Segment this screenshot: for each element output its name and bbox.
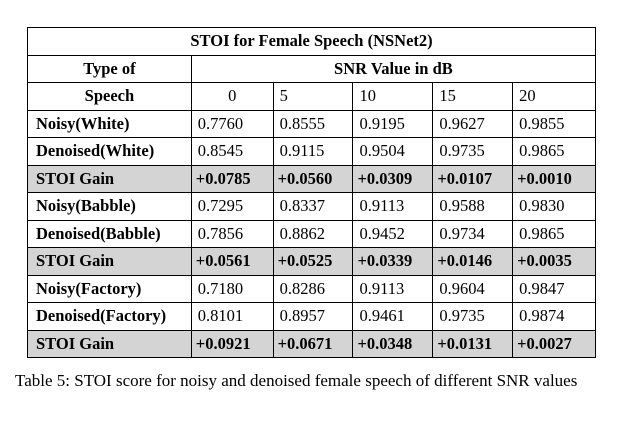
table-row — [28, 275, 596, 303]
table-cell: +0.0921 — [191, 330, 273, 358]
table-title: STOI for Female Speech (NSNet2) — [28, 28, 596, 56]
table-cell: +0.0525 — [273, 248, 353, 276]
table-cell: +0.0107 — [433, 165, 513, 193]
table-cell: +0.0131 — [433, 330, 513, 358]
table-cell: 0.9627 — [433, 110, 513, 138]
table-cell: 0.8862 — [273, 220, 353, 248]
table-cell: +0.0785 — [191, 165, 273, 193]
stoi-gain-row — [28, 330, 596, 358]
row-label: Denoised(Factory) — [28, 303, 192, 331]
table-cell: +0.0671 — [273, 330, 353, 358]
type-of-speech-header-line1: Type of — [28, 55, 192, 83]
table-caption: Table 5: STOI score for noisy and denoised female speech of different SNR values — [15, 371, 578, 390]
table-cell: +0.0339 — [353, 248, 433, 276]
snr-value-header: 0 — [191, 83, 273, 111]
table-cell: +0.0561 — [191, 248, 273, 276]
table-cell: 0.7856 — [191, 220, 273, 248]
row-label: Denoised(Babble) — [28, 220, 192, 248]
table-cell: +0.0560 — [273, 165, 353, 193]
table-row — [28, 220, 596, 248]
snr-value-header: 10 — [353, 83, 433, 111]
stoi-gain-row — [28, 248, 596, 276]
title-row — [28, 28, 596, 56]
table-row — [28, 110, 596, 138]
table-cell: 0.9734 — [433, 220, 513, 248]
table-cell: 0.9113 — [353, 275, 433, 303]
table-cell: 0.8337 — [273, 193, 353, 221]
stoi-gain-row — [28, 165, 596, 193]
table-cell: 0.8957 — [273, 303, 353, 331]
snr-value-header: 20 — [513, 83, 596, 111]
table-cell: 0.8286 — [273, 275, 353, 303]
table-cell: 0.7760 — [191, 110, 273, 138]
table-cell: 0.9735 — [433, 303, 513, 331]
table-row — [28, 193, 596, 221]
table-cell: 0.9452 — [353, 220, 433, 248]
table-cell: +0.0035 — [513, 248, 596, 276]
header-row-1 — [28, 55, 596, 83]
table-cell: 0.9874 — [513, 303, 596, 331]
table-cell: 0.9115 — [273, 138, 353, 166]
stoi-table — [27, 27, 596, 358]
table-cell: 0.9865 — [513, 138, 596, 166]
table-cell: 0.8101 — [191, 303, 273, 331]
table-row — [28, 303, 596, 331]
row-label: STOI Gain — [28, 165, 192, 193]
row-label: Noisy(Babble) — [28, 193, 192, 221]
header-row-2 — [28, 83, 596, 111]
table-cell: 0.7295 — [191, 193, 273, 221]
table-cell: 0.9461 — [353, 303, 433, 331]
table-cell: 0.9735 — [433, 138, 513, 166]
type-of-speech-header-line2: Speech — [28, 83, 192, 111]
row-label: STOI Gain — [28, 248, 192, 276]
table-cell: +0.0348 — [353, 330, 433, 358]
table-cell: 0.9195 — [353, 110, 433, 138]
table-cell: 0.9504 — [353, 138, 433, 166]
table-cell: +0.0146 — [433, 248, 513, 276]
table-cell: 0.9865 — [513, 220, 596, 248]
table-row — [28, 138, 596, 166]
table-cell: +0.0027 — [513, 330, 596, 358]
row-label: STOI Gain — [28, 330, 192, 358]
snr-value-header: 15 — [433, 83, 513, 111]
snr-value-header: 5 — [273, 83, 353, 111]
table-cell: 0.9847 — [513, 275, 596, 303]
snr-header: SNR Value in dB — [191, 55, 595, 83]
table-cell: 0.9113 — [353, 193, 433, 221]
row-label: Noisy(White) — [28, 110, 192, 138]
table-cell: 0.8555 — [273, 110, 353, 138]
table-cell: 0.9588 — [433, 193, 513, 221]
table-cell: 0.9855 — [513, 110, 596, 138]
table-cell: 0.9604 — [433, 275, 513, 303]
row-label: Noisy(Factory) — [28, 275, 192, 303]
table-cell: 0.8545 — [191, 138, 273, 166]
row-label: Denoised(White) — [28, 138, 192, 166]
table-cell: 0.9830 — [513, 193, 596, 221]
table-cell: +0.0010 — [513, 165, 596, 193]
table-cell: +0.0309 — [353, 165, 433, 193]
table-cell: 0.7180 — [191, 275, 273, 303]
